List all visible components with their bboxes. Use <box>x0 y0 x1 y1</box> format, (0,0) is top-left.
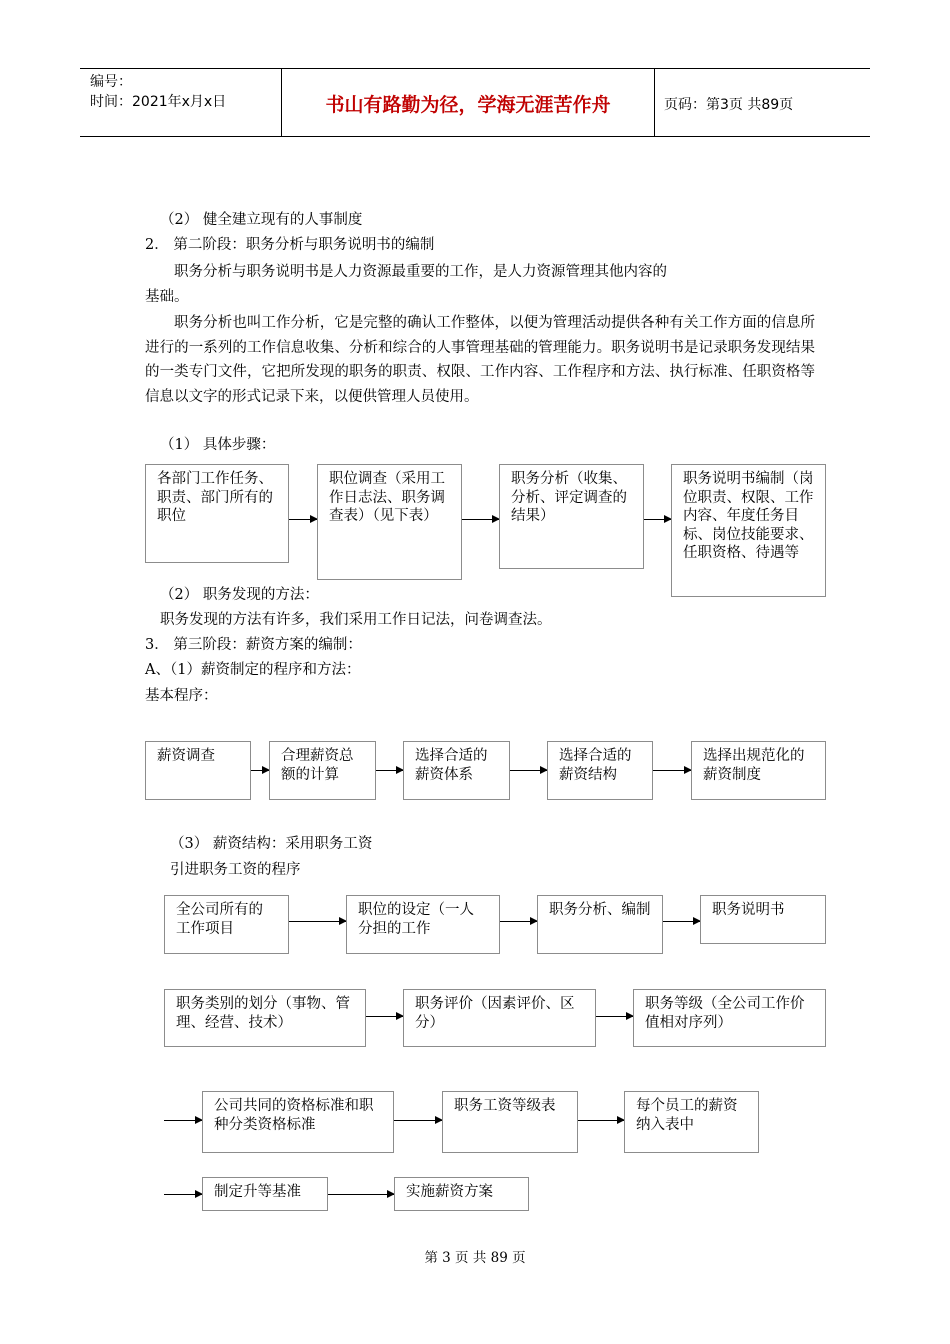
flow-box: 职位调查（采用工作日志法、职务调查表）（见下表） <box>317 464 462 580</box>
subsection-heading: A、（1）薪资制定的程序和方法： <box>145 662 361 678</box>
flow-box: 选择合适的薪资结构 <box>547 741 653 800</box>
flow-box: 选择出规范化的薪资制度 <box>691 741 826 800</box>
arrow-right-icon <box>164 1194 202 1195</box>
paragraph-line: 引进职务工资的程序 <box>170 862 301 878</box>
page-footer: 第 3 页 共 89 页 <box>424 1250 526 1266</box>
paragraph-line: 基本程序： <box>145 688 218 704</box>
flow-box: 职位的设定（一人分担的工作 <box>346 895 500 954</box>
arrow-right-icon <box>644 519 671 520</box>
arrow-right-icon <box>510 770 547 771</box>
header-top-rule <box>80 68 870 69</box>
header-motto: 书山有路勤为径，学海无涯苦作舟 <box>325 94 611 116</box>
header-page-code: 页码：第3页 共89页 <box>664 97 794 113</box>
flow-box: 职务说明书编制（岗位职责、权限、工作内容、年度任务目标、岗位技能要求、任职资格、待遇等 <box>671 464 826 597</box>
section-heading: 3． 第三阶段：薪资方案的编制： <box>145 637 362 653</box>
arrow-right-icon <box>366 1016 403 1017</box>
flow-box: 职务等级（全公司工作价值相对序列） <box>633 989 826 1047</box>
flow-box: 每个员工的薪资纳入表中 <box>624 1091 759 1153</box>
paragraph-line: 基础。 <box>145 289 189 305</box>
arrow-right-icon <box>500 921 537 922</box>
flow-box: 合理薪资总额的计算 <box>269 741 376 800</box>
header-bottom-rule <box>80 136 870 137</box>
arrow-right-icon <box>251 770 269 771</box>
subsection-heading: （1） 具体步骤： <box>160 437 276 453</box>
arrow-right-icon <box>164 1120 202 1121</box>
arrow-right-icon <box>394 1120 442 1121</box>
flow-box: 职务工资等级表 <box>442 1091 578 1153</box>
flow-box: 职务类别的划分（事物、管理、经营、技术） <box>164 989 366 1047</box>
arrow-right-icon <box>663 921 700 922</box>
paragraph: 职务分析也叫工作分析，它是完整的确认工作整体，以便为管理活动提供各种有关工作方面的信息所进行的一系列的工作信息收集、分析和综合的人事管理基础的管理能力。职务说明书是记录职务发现结果的一类专门文件，它把所发现的职务的职责、权限、工作内容、工作程序和方法、执行标准、任职资格等信息以文字的形式记录下来，以便供管理人员使用。 <box>145 315 815 405</box>
flow-box: 全公司所有的工作项目 <box>164 895 289 954</box>
flow-box: 职务分析、编制 <box>537 895 663 954</box>
flow-box: 实施薪资方案 <box>394 1177 529 1211</box>
flow-box: 职务评价（因素评价、区分） <box>403 989 596 1047</box>
arrow-right-icon <box>462 519 499 520</box>
flow-box: 职务说明书 <box>700 895 826 944</box>
flow-box: 公司共同的资格标准和职种分类资格标准 <box>202 1091 394 1153</box>
flow-box: 制定升等基准 <box>202 1177 328 1211</box>
subsection-heading: （2） 职务发现的方法： <box>160 587 319 603</box>
flow-box: 选择合适的薪资体系 <box>403 741 510 800</box>
arrow-right-icon <box>328 1194 394 1195</box>
header-number-label: 编号： <box>90 74 132 90</box>
arrow-right-icon <box>289 519 317 520</box>
header-time-label: 时间：2021年x月x日 <box>90 94 227 110</box>
section-heading: 2． 第二阶段：职务分析与职务说明书的编制 <box>145 237 435 253</box>
arrow-right-icon <box>376 770 403 771</box>
arrow-right-icon <box>289 921 346 922</box>
header-divider <box>654 68 655 136</box>
flow-box: 职务分析（收集、分析、评定调查的结果） <box>499 464 644 569</box>
arrow-right-icon <box>596 1016 633 1017</box>
subsection-heading: （3） 薪资结构：采用职务工资 <box>170 836 373 852</box>
arrow-right-icon <box>578 1120 624 1121</box>
flow-box: 各部门工作任务、职责、部门所有的职位 <box>145 464 289 563</box>
paragraph-line: 职务分析与职务说明书是人力资源最重要的工作，是人力资源管理其他内容的 <box>174 264 667 280</box>
flow-box: 薪资调查 <box>145 741 251 800</box>
section-heading: （2） 健全建立现有的人事制度 <box>160 212 363 228</box>
paragraph-line: 职务发现的方法有许多，我们采用工作日记法，问卷调查法。 <box>160 612 552 628</box>
arrow-right-icon <box>653 770 691 771</box>
